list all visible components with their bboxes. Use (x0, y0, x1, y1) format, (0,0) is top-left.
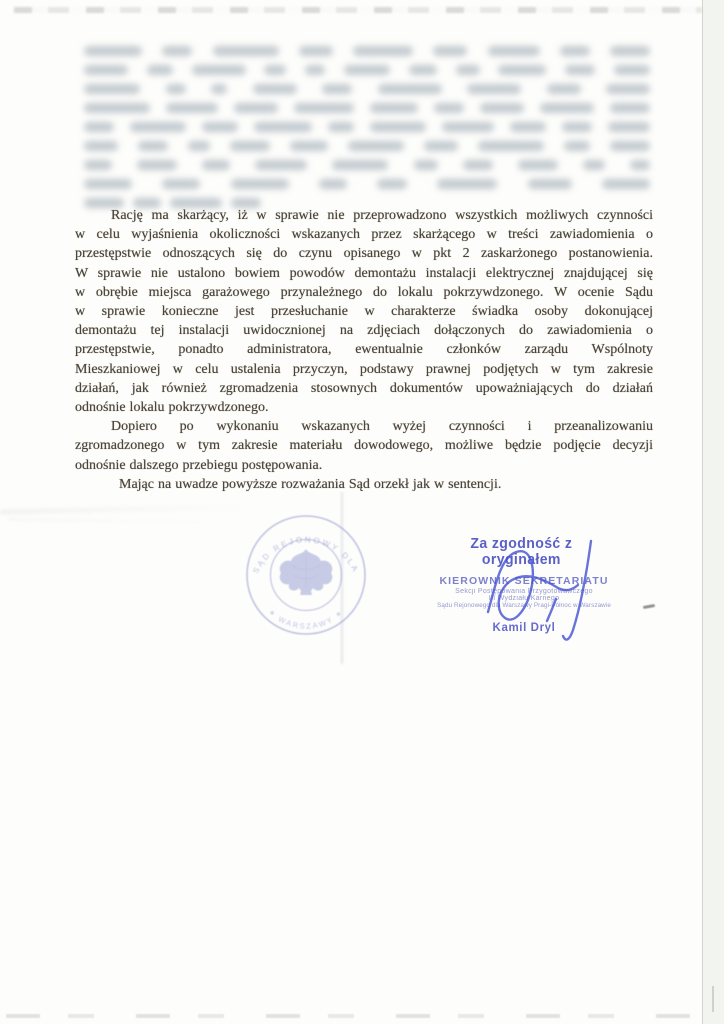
stamp-signer-name: Kamil Dryl (492, 622, 556, 634)
ink-smudge (643, 604, 655, 609)
redacted-word (547, 84, 581, 94)
stamp-role-text: KIEROWNIK SEKRETARIATU (439, 575, 609, 587)
text-line: demontażu tej instalacji uwidocznionej na zdjęciach dołączonych do zawiadomienia o (75, 323, 653, 339)
paper-crease (0, 505, 248, 513)
redacted-word (414, 160, 438, 170)
text-line: przestępstwie, ponadto administratora, ewentualnie członków zarządu Wspólnoty (75, 342, 653, 358)
redacted-word (166, 103, 218, 113)
redacted-line (84, 79, 650, 98)
redacted-word (84, 179, 132, 189)
redacted-word (162, 179, 200, 189)
redacted-word (211, 84, 227, 94)
handwritten-signature (455, 535, 630, 680)
scan-page-edge (702, 0, 724, 1024)
redacted-word (377, 179, 407, 189)
redacted-word (147, 65, 173, 75)
redacted-word (434, 103, 464, 113)
redacted-word (253, 84, 297, 94)
redacted-word (130, 122, 186, 132)
redacted-word (614, 65, 650, 75)
redacted-word (606, 84, 650, 94)
redacted-word (442, 122, 494, 132)
redacted-word (192, 65, 246, 75)
redacted-word (299, 46, 333, 56)
redacted-word (353, 46, 413, 56)
redacted-word (84, 141, 118, 151)
text-line: w celu wyjaśnienia okoliczności wskazanych przez skarżącego w treści zawiadomienia o (75, 227, 653, 243)
redacted-line (84, 41, 650, 60)
redacted-word (254, 122, 312, 132)
redacted-word (84, 84, 140, 94)
scan-noise-top (14, 7, 702, 13)
text-line: Dopiero po wykonaniu wskazanych wyżej czynności i przeanalizowaniu (111, 419, 653, 435)
text-line: Mieszkaniowej w celu ustalenia przyczyn, podstawy prawnej podjętych w tym zakresie (75, 361, 653, 377)
stamp-unit-line: Sądu Rejonowego dla Warszawy Pragi-Północ w Warszawie (437, 602, 611, 609)
redacted-word (319, 179, 347, 189)
redacted-word (560, 46, 590, 56)
text-line: w obrębie miejsca garażowego przynależnego do lokalu pokrzywdzonego. W ocenie Sądu (75, 284, 653, 300)
redacted-word (370, 103, 418, 113)
redacted-word (370, 122, 426, 132)
redacted-word (498, 65, 546, 75)
redacted-word (610, 103, 650, 113)
redacted-word (188, 141, 210, 151)
redacted-word (478, 141, 544, 151)
redacted-word (231, 179, 289, 189)
redacted-word (290, 141, 328, 151)
redacted-word (230, 141, 270, 151)
redacted-word (540, 103, 594, 113)
redacted-line (84, 155, 650, 174)
redacted-word (166, 84, 186, 94)
redacted-word (610, 141, 650, 151)
redacted-line (84, 136, 650, 155)
redacted-word (602, 179, 650, 189)
redacted-word (137, 160, 177, 170)
text-line: W sprawie nie ustalono bowiem powodów demontażu instalacji elektrycznej znajdującej się (75, 265, 653, 281)
text-line: przestępstwie odnoszących się do czynu opisanego w pkt 2 zaskarżonego postanowienia. (75, 246, 653, 262)
redacted-word (348, 141, 404, 151)
text-line: w sprawie konieczne jest przesłuchanie w charakterze świadka osoby dokonującej (75, 304, 653, 320)
redacted-word (84, 160, 112, 170)
redacted-word (467, 84, 521, 94)
redacted-word (234, 103, 278, 113)
redacted-word (213, 46, 279, 56)
text-line: działań, jak również zgromadzenia stosownych dokumentów upoważniających do działań (75, 380, 653, 396)
redacted-word (510, 122, 546, 132)
redacted-word (84, 103, 150, 113)
redacted-word (518, 160, 558, 170)
redacted-word (305, 65, 325, 75)
redacted-paragraph (84, 41, 650, 212)
redacted-word (610, 46, 650, 56)
scan-corner-mark (712, 986, 714, 1012)
redacted-word (583, 160, 605, 170)
text-line: Mając na uwadze powyższe rozważania Sąd orzekł jak w sentencji. (119, 476, 502, 492)
redacted-line (84, 117, 650, 136)
redacted-word (378, 84, 442, 94)
redacted-line (84, 174, 650, 193)
redacted-word (630, 160, 650, 170)
text-line: zgromadzonego w tym zakresie materiału dowodowego, możliwe będzie podjęcie decyzji (75, 438, 653, 454)
redacted-word (84, 46, 142, 56)
redacted-word (322, 84, 352, 94)
redacted-word (202, 122, 238, 132)
redacted-word (564, 141, 590, 151)
document-body (75, 206, 653, 494)
redacted-word (456, 65, 480, 75)
redacted-word (608, 122, 650, 132)
stamp-unit-line: Sekcji Postępowania Przygotowawczego (455, 588, 593, 595)
paper-crease (8, 518, 218, 524)
redacted-word (255, 160, 307, 170)
redacted-line (84, 98, 650, 117)
court-seal (242, 511, 370, 639)
redacted-word (84, 122, 114, 132)
redacted-word (463, 160, 493, 170)
redacted-word (162, 46, 192, 56)
eagle-icon (280, 549, 333, 595)
redacted-word (565, 65, 595, 75)
redacted-line (84, 60, 650, 79)
text-line: odnośnie dalszego przebiegu postępowania. (75, 457, 323, 473)
redacted-word (202, 160, 230, 170)
text-line: odnośnie lokalu pokrzywdzonego. (75, 400, 269, 416)
seal-arc-text-top: SĄD REJONOWY DLA (251, 535, 361, 575)
stamp-unit-line: III Wydziału Karnego (488, 595, 560, 602)
redacted-word (332, 160, 388, 170)
redacted-word (138, 141, 168, 151)
redacted-word (344, 65, 390, 75)
redacted-word (480, 103, 524, 113)
redacted-word (328, 122, 354, 132)
redacted-word (294, 103, 354, 113)
redacted-word (488, 46, 540, 56)
stamp-certify-text: Za zgodność z oryginałem (470, 536, 573, 568)
text-line: Rację ma skarżący, iż w sprawie nie przeprowadzono wszystkich możliwych czynności (111, 208, 653, 223)
scan-noise-bottom (6, 1014, 706, 1018)
redacted-word (264, 65, 286, 75)
redacted-word (437, 179, 497, 189)
seal-arc-text-bottom: ✶ WARSZAWY ✶ (266, 607, 346, 631)
redacted-word (409, 65, 437, 75)
redacted-word (528, 179, 572, 189)
redacted-word (424, 141, 458, 151)
redacted-word (562, 122, 592, 132)
redacted-word (84, 65, 128, 75)
redacted-word (433, 46, 467, 56)
